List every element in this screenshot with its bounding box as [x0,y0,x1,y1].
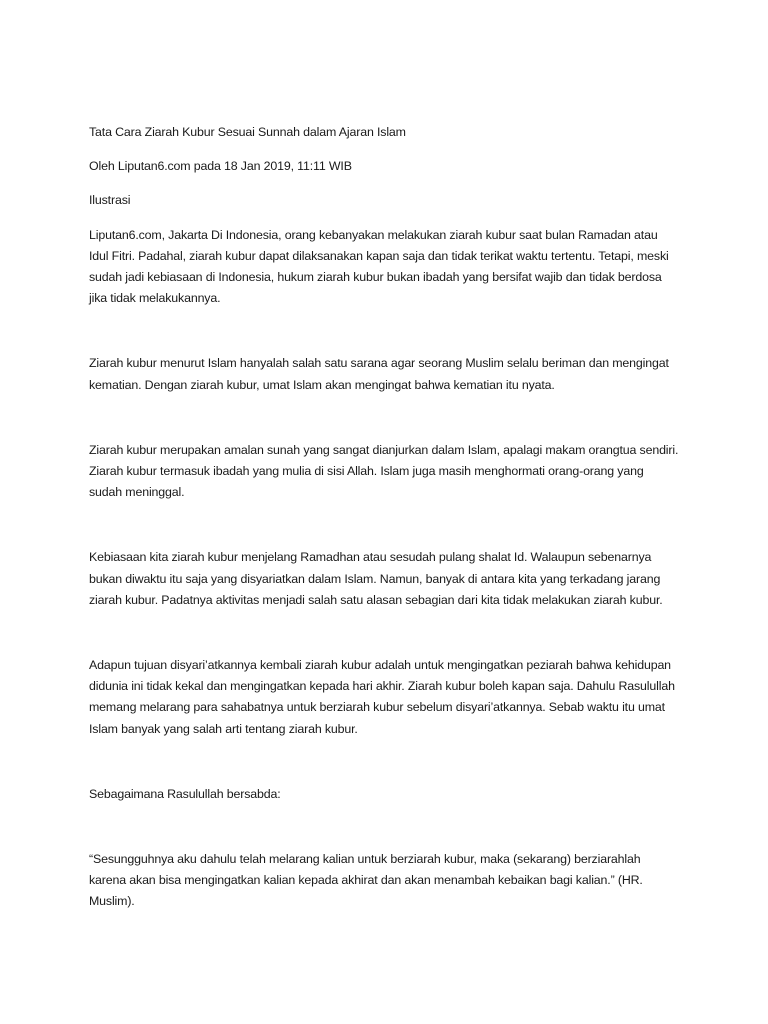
article-byline: Oleh Liputan6.com pada 18 Jan 2019, 11:11 WIB [89,159,352,174]
paragraph-1: Liputan6.com, Jakarta Di Indonesia, orang kebanyakan melakukan ziarah kubur saat bulan Ramadan atau Idul Fitri. Padahal, ziarah kubur dapat dilaksanakan kapan saja dan tidak terikat waktu tertentu. Tetapi, meski sudah jadi kebiasaan di Indonesia, hukum ziarah kubur bukan ibadah yang bersifat wajib dan tidak berdosa jika tidak melakukannya. [89,227,669,306]
image-caption: Ilustrasi [89,193,131,208]
paragraph-2: Ziarah kubur menurut Islam hanyalah salah satu sarana agar seorang Muslim selalu beriman dan mengingat kematian. Dengan ziarah kubur, umat Islam akan mengingat bahwa kematian itu nyata. [89,356,669,392]
paragraph-4: Kebiasaan kita ziarah kubur menjelang Ramadhan atau sesudah pulang shalat Id. Walaupun sebenarnya bukan diwaktu itu saja yang disyariatkan dalam Islam. Namun, banyak di antara kita yang terkadang jarang ziarah kubur. Padatnya aktivitas menjadi salah satu alasan sebagian dari kita tidak melakukan ziarah kubur. [89,550,663,607]
hadith-quote: “Sesungguhnya aku dahulu telah melarang kalian untuk berziarah kubur, maka (sekarang) berziarahlah karena akan bisa mengingatkan kalian kepada akhirat dan akan menambah kebaikan bagi kalian.” (HR. Muslim). [89,852,643,909]
article-body [89,122,679,913]
paragraph-3: Ziarah kubur merupakan amalan sunah yang sangat dianjurkan dalam Islam, apalagi makam orangtua sendiri. Ziarah kubur termasuk ibadah yang mulia di sisi Allah. Islam juga masih menghormati orang-orang yang sudah meninggal. [89,442,679,500]
paragraph-5: Adapun tujuan disyari’atkannya kembali ziarah kubur adalah untuk mengingatkan peziarah bahwa kehidupan didunia ini tidak kekal dan mengingatkan kepada hari akhir. Ziarah kubur boleh kapan saja. Dahulu Rasulullah memang melarang para sahabatnya untuk berziarah kubur sebelum disyari’atkannya. Sebab waktu itu umat Islam banyak yang salah arti tentang ziarah kubur. [89,658,675,736]
article-title: Tata Cara Ziarah Kubur Sesuai Sunnah dalam Ajaran Islam [89,125,406,139]
paragraph-6: Sebagaimana Rasulullah bersabda: [89,786,281,801]
